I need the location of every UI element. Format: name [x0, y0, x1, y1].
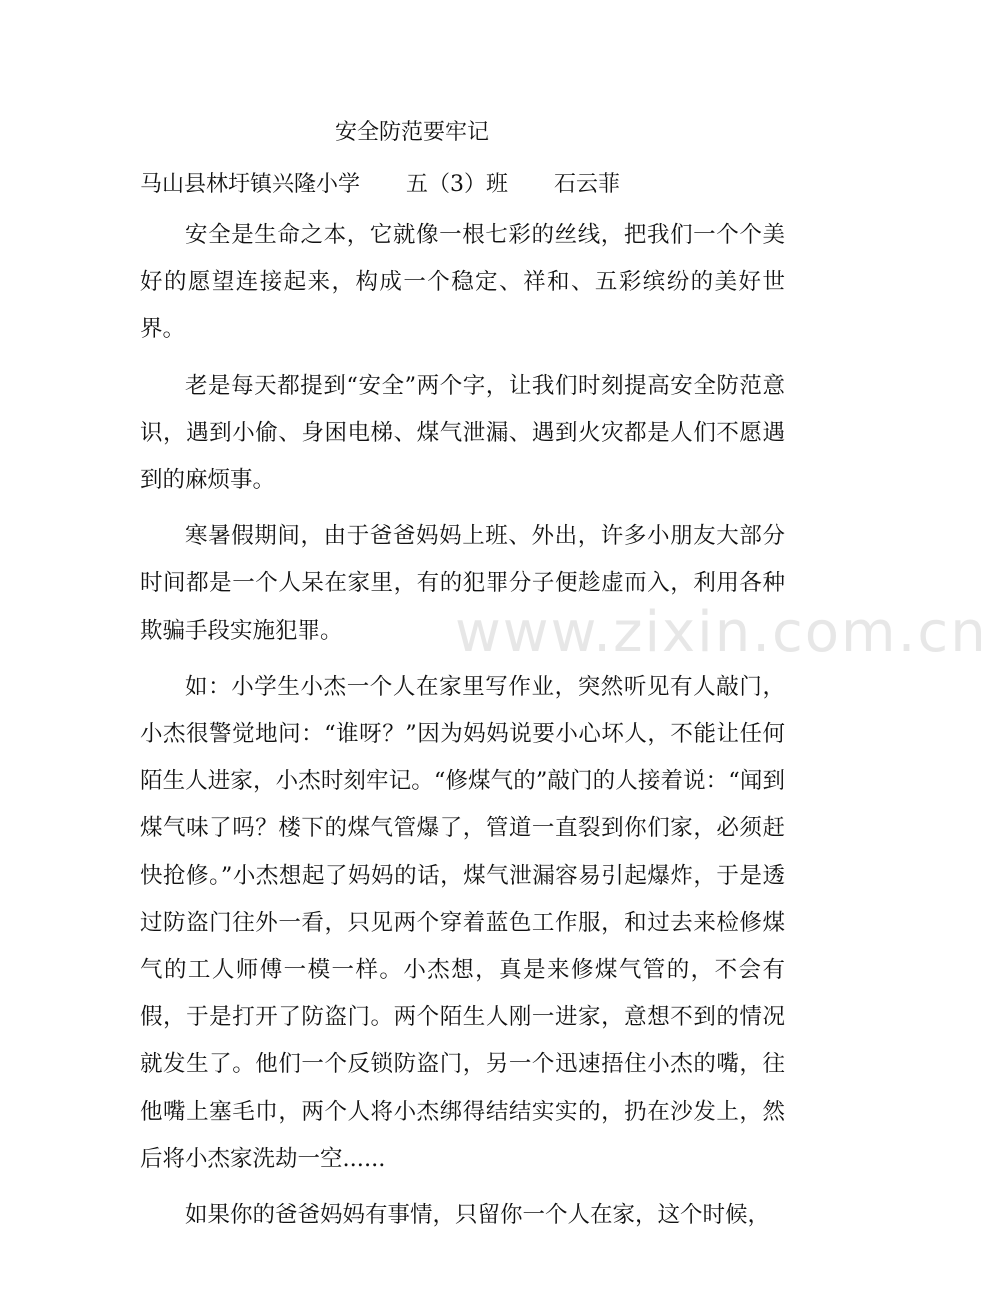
byline-class: 五（3）班	[406, 172, 509, 197]
paragraph: 如：小学生小杰一个人在家里写作业，突然听见有人敲门，小杰很警觉地问：“谁呀？”因为妈妈说要小心坏人，不能让任何陌生人进家，小杰时刻牢记。“修煤气的”敲门的人接着说：“闻到煤气味了吗？楼下的煤气管爆了，管道一直裂到你们家，必须赶快抢修。”小杰想起了妈妈的话，煤气泄漏容易引起爆炸，于是透过防盗门往外一看，只见两个穿着蓝色工作服，和过去来检修煤气的工人师傅一模一样。小杰想，真是来修煤气管的，不会有假，于是打开了防盗门。两个陌生人刚一进家，意想不到的情况就发生了。他们一个反锁防盗门，另一个迅速捂住小杰的嘴，往他嘴上塞毛巾，两个人将小杰绑得结结实实的，扔在沙发上，然后将小杰家洗劫一空......	[140, 673, 785, 1172]
paragraph: 老是每天都提到“安全”两个字，让我们时刻提高安全防范意识，遇到小偷、身困电梯、煤气泄漏、遇到火灾都是人们不愿遇到的麻烦事。	[140, 372, 785, 494]
paragraph: 安全是生命之本，它就像一根七彩的丝线，把我们一个个美好的愿望连接起来，构成一个稳定、祥和、五彩缤纷的美好世界。	[140, 222, 785, 343]
document-title: 安全防范要牢记	[335, 120, 490, 145]
byline-school: 马山县林圩镇兴隆小学	[140, 172, 361, 197]
paragraph: 寒暑假期间，由于爸爸妈妈上班、外出，许多小朋友大部分时间都是一个人呆在家里，有的犯罪分子便趁虚而入，利用各种欺骗手段实施犯罪。	[140, 523, 785, 644]
document-body	[140, 212, 785, 1248]
byline-author: 石云菲	[554, 172, 621, 197]
watermark: www.zixin.com.cn	[455, 600, 988, 665]
paragraph: 如果你的爸爸妈妈有事情，只留你一个人在家，这个时候，	[185, 1202, 771, 1229]
byline	[140, 166, 620, 204]
